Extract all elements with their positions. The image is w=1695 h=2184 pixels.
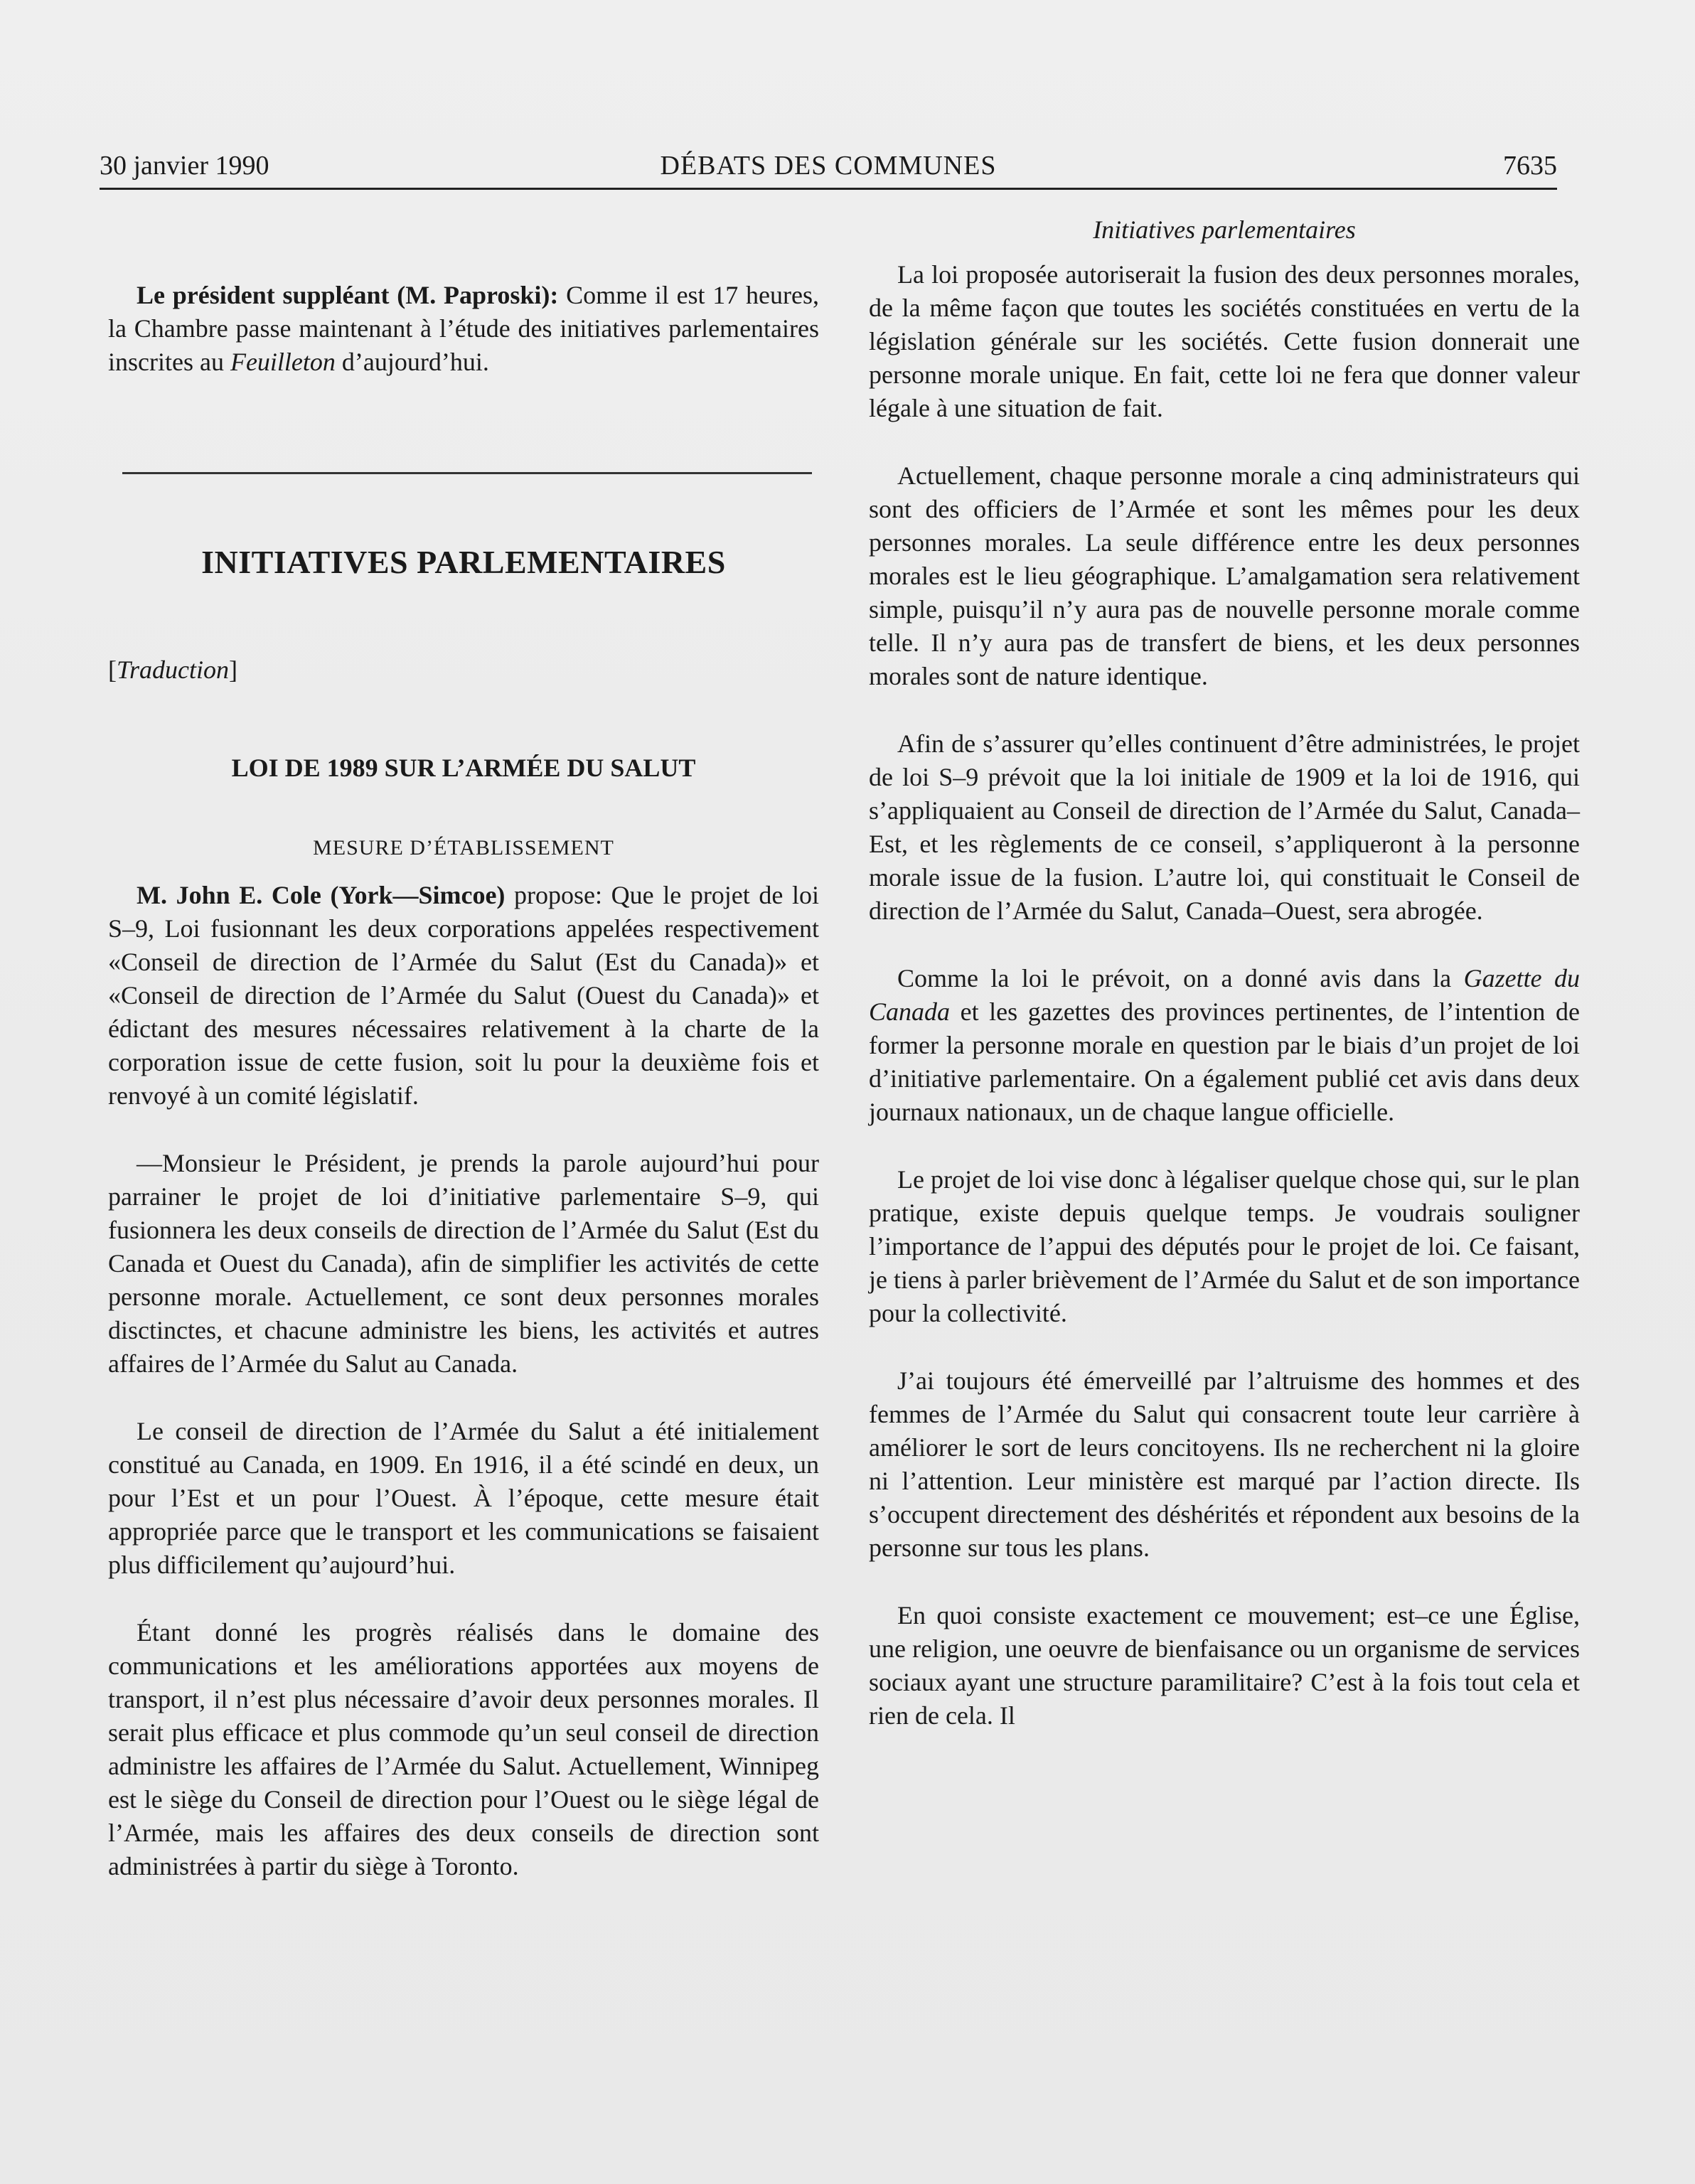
- speech-paragraph-2: Le conseil de direction de l’Armée du Salut a été initialement constitué au Canada, en 1909. En 1916, il a été scindé en deux, un pour l’Est et un pour l’Ouest. À l’époque, cette mesure était appropriée parce que le transport et les communications se faisaient plus difficilement qu’aujourd’hui.: [108, 1417, 819, 1579]
- traduction-label: [108, 653, 819, 687]
- speech-paragraph-1: —Monsieur le Président, je prends la parole aujourd’hui pour parrainer le projet de loi d’initiative parlementaire S–9, qui fusionnera les deux conseils de direction de l’Armée du Salut (Est du Canada et Ouest du Canada), afin de simplifier les activités de cette personne morale. Actuellement, ce sont deux personnes morales disctinctes, et chacune administre les biens, les activités et autres affaires de l’Armée du Salut au Canada.: [108, 1149, 819, 1378]
- trad-open: [: [108, 655, 117, 684]
- bill-heading: LOI DE 1989 SUR L’ARMÉE DU SALUT: [231, 754, 696, 782]
- right-paragraph-5: Le projet de loi vise donc à légaliser quelque chose qui, sur le plan pratique, existe depuis quelque temps. Je voudrais souligner l’importance de l’appui des députés pour le projet de loi. Ce faisant, je tiens à parler brièvement de l’Armée du Salut et de son importance pour la collectivité.: [869, 1165, 1580, 1327]
- speaker-paragraph: [108, 279, 819, 379]
- running-head: Initiatives parlementaires: [1093, 215, 1356, 244]
- right-paragraph-2: Actuellement, chaque personne morale a cinq administrateurs qui sont des officiers de l’Armée et sont les mêmes pour les deux personnes morales. La seule différence entre les deux personnes morales est le lieu géographique. L’amalgamation sera relativement simple, puisqu’il n’y aura pas de nouvelle personne morale comme telle. Il n’y aura pas de transfert de biens, et les deux personnes morales sont de nature identique.: [869, 461, 1580, 690]
- header-date: 30 janvier 1990: [100, 151, 269, 181]
- left-column: [108, 213, 819, 1883]
- trad-word: Traduction: [117, 655, 230, 684]
- right-paragraph-1: La loi proposée autoriserait la fusion des deux personnes morales, de la même façon que toutes les sociétés constituées en vertu de la législation générale sur les sociétés. Cette fusion donnerait une personne morale unique. En fait, cette loi ne fera que donner valeur légale à une situation de fait.: [869, 260, 1580, 422]
- trad-close: ]: [229, 655, 238, 684]
- section-heading: INITIATIVES PARLEMENTAIRES: [201, 544, 726, 580]
- speaker-name: Le président suppléant (M. Paproski):: [137, 281, 559, 309]
- cole-name: M. John E. Cole (York—Simcoe): [137, 881, 506, 909]
- speaker-text: Comme il est 17 heures, la Chambre passe maintenant à l’étude des initiatives parlementaires inscrites au: [108, 281, 819, 376]
- page-header: [100, 146, 1557, 186]
- right-paragraph-6: J’ai toujours été émerveillé par l’altruisme des hommes et des femmes de l’Armée du Salut qui consacrent toute leur carrière à améliorer le sort de leurs concitoyens. Ils ne recherchent ni la gloire ni l’attention. Leur ministère est marqué par l’action directe. Ils s’occupent directement des déshérités et répondent aux besoins de la personne sur tous les plans.: [869, 1366, 1580, 1562]
- speech-paragraph-3: Étant donné les progrès réalisés dans le domaine des communications et les améliorations apportées aux moyens de transport, il n’est plus nécessaire d’avoir deux personnes morales. Il serait plus efficace et plus commode qu’un seul conseil de direction administre les affaires de l’Armée du Salut. Actuellement, Winnipeg est le siège du Conseil de direction pour l’Ouest ou le siège légal de l’Armée, mais les affaires des deux conseils de direction sont administrées à partir du siège à Toronto.: [108, 1618, 819, 1880]
- right-column: [869, 213, 1580, 1733]
- page-number: 7635: [1503, 151, 1557, 181]
- right-paragraph-4: [869, 962, 1580, 1129]
- header-title: DÉBATS DES COMMUNES: [660, 151, 997, 181]
- right-paragraph-3: Afin de s’assurer qu’elles continuent d’être administrées, le projet de loi S–9 prévoit que la loi initiale de 1909 et la loi de 1916, qui s’appliquaient au Conseil de direction de l’Armée du Salut, Canada–Est, et les règlements de ce conseil, s’appliqueront à la personne morale issue de la fusion. L’autre loi, qui constituait le Conseil de direction de l’Armée du Salut, Canada–Ouest, sera abrogée.: [869, 729, 1580, 925]
- gazette-title: Gazette du Canada: [869, 964, 1580, 1026]
- motion-paragraph: [108, 879, 819, 1113]
- measure-heading: MESURE D’ÉTABLISSEMENT: [313, 836, 614, 860]
- header-rule: [100, 188, 1557, 190]
- para4-end: et les gazettes des provinces pertinentes, de l’intention de former la personne morale en question par le biais d’un projet de loi d’initiative parlementaire. On a également publié cet avis dans deux journaux nationaux, un de chaque langue officielle.: [869, 997, 1580, 1126]
- para4-start: Comme la loi le prévoit, on a donné avis dans la: [897, 964, 1464, 992]
- feuilleton-word: Feuilleton: [230, 348, 336, 376]
- right-paragraph-7: En quoi consiste exactement ce mouvement; est–ce une Église, une religion, une oeuvre de bienfaisance ou un organisme de services sociaux ayant une structure paramilitaire? C’est à la fois tout cela et rien de cela. Il: [869, 1601, 1580, 1730]
- motion-text: propose: Que le projet de loi S–9, Loi fusionnant les deux corporations appelées respectivement «Conseil de direction de l’Armée du Salut (Est du Canada)» et «Conseil de direction de l’Armée du Salut (Ouest du Canada)» et édictant des mesures nécessaires relativement à la charte de la corporation issue de cette fusion, soit lu pour la deuxième fois et renvoyé à un comité législatif.: [108, 881, 819, 1110]
- speaker-text-end: d’aujourd’hui.: [335, 348, 489, 376]
